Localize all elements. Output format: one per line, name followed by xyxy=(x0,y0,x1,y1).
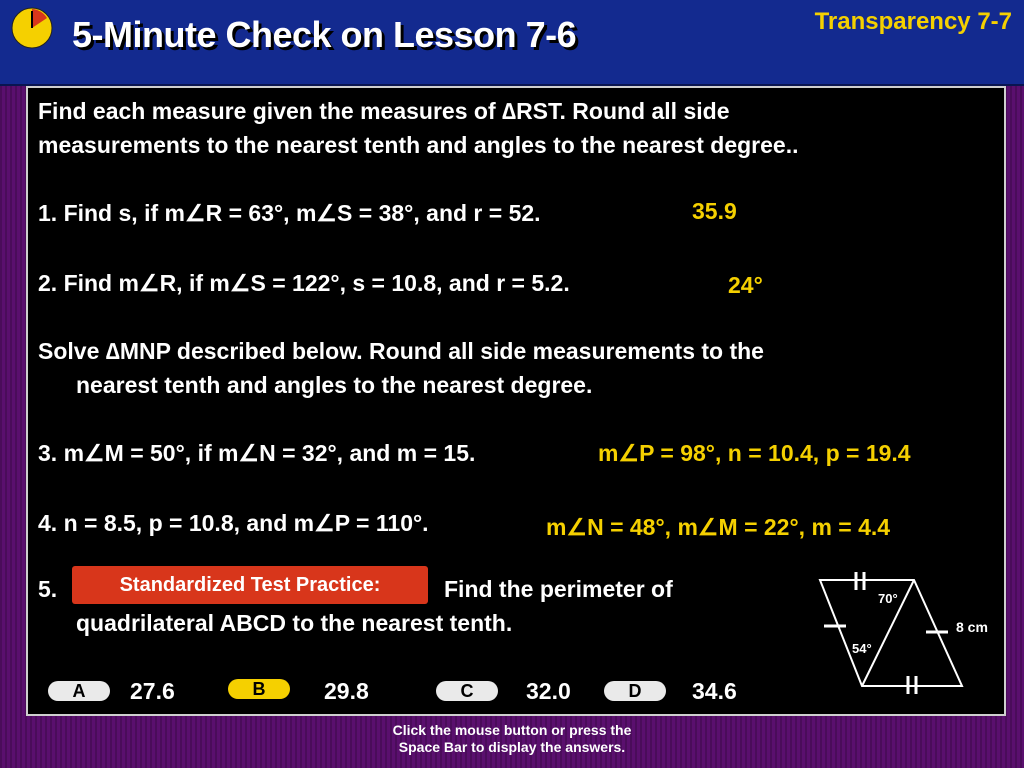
choice-a-button[interactable]: A xyxy=(48,681,110,701)
solve-line-1: Solve ∆MNP described below. Round all side measurements to the xyxy=(38,338,764,364)
answer-3: m∠P = 98°, n = 10.4, p = 19.4 xyxy=(598,440,911,466)
solve-line-2: nearest tenth and angles to the nearest degree. xyxy=(76,372,593,398)
intro-line-2: measurements to the nearest tenth and angles to the nearest degree.. xyxy=(38,132,799,158)
footer-line-2: Space Bar to display the answers. xyxy=(398,739,626,755)
choice-c-value: 32.0 xyxy=(526,678,571,704)
footer-line-1: Click the mouse button or press the xyxy=(392,722,632,738)
question-4: 4. n = 8.5, p = 10.8, and m∠P = 110°. xyxy=(38,510,429,536)
answer-2: 24° xyxy=(728,272,763,298)
choice-b-button[interactable]: B xyxy=(228,679,290,699)
answer-4: m∠N = 48°, m∠M = 22°, m = 4.4 xyxy=(546,514,891,540)
question-5-text-2: quadrilateral ABCD to the nearest tenth. xyxy=(76,610,513,636)
choice-b-value: 29.8 xyxy=(324,678,369,704)
angle-label-top: 70° xyxy=(878,591,898,606)
side-label: 8 cm xyxy=(956,619,988,635)
angle-label-left: 54° xyxy=(852,641,872,656)
question-2: 2. Find m∠R, if m∠S = 122°, s = 10.8, and r = 5.2. xyxy=(38,270,570,296)
standardized-test-badge: Standardized Test Practice: xyxy=(72,566,428,604)
answer-1: 35.9 xyxy=(692,198,737,224)
transparency-label: Transparency 7-7 xyxy=(814,8,1012,35)
question-5-number: 5. xyxy=(38,576,58,602)
choice-a-value: 27.6 xyxy=(130,678,175,704)
question-5-text-1: Find the perimeter of xyxy=(444,576,673,602)
question-3: 3. m∠M = 50°, if m∠N = 32°, and m = 15. xyxy=(38,440,476,466)
question-1: 1. Find s, if m∠R = 63°, m∠S = 38°, and r = 52. xyxy=(38,200,541,226)
footer-instructions xyxy=(0,722,1024,756)
page-title: 5-Minute Check on Lesson 7-6 xyxy=(72,14,577,55)
header-bar xyxy=(0,0,1024,86)
choice-d-button[interactable]: D xyxy=(604,681,666,701)
clock-icon xyxy=(10,6,54,50)
choice-c-button[interactable]: C xyxy=(436,681,498,701)
choice-d-value: 34.6 xyxy=(692,678,737,704)
intro-line-1: Find each measure given the measures of ∆RST. Round all side xyxy=(38,98,730,124)
quadrilateral-figure xyxy=(784,560,1014,700)
